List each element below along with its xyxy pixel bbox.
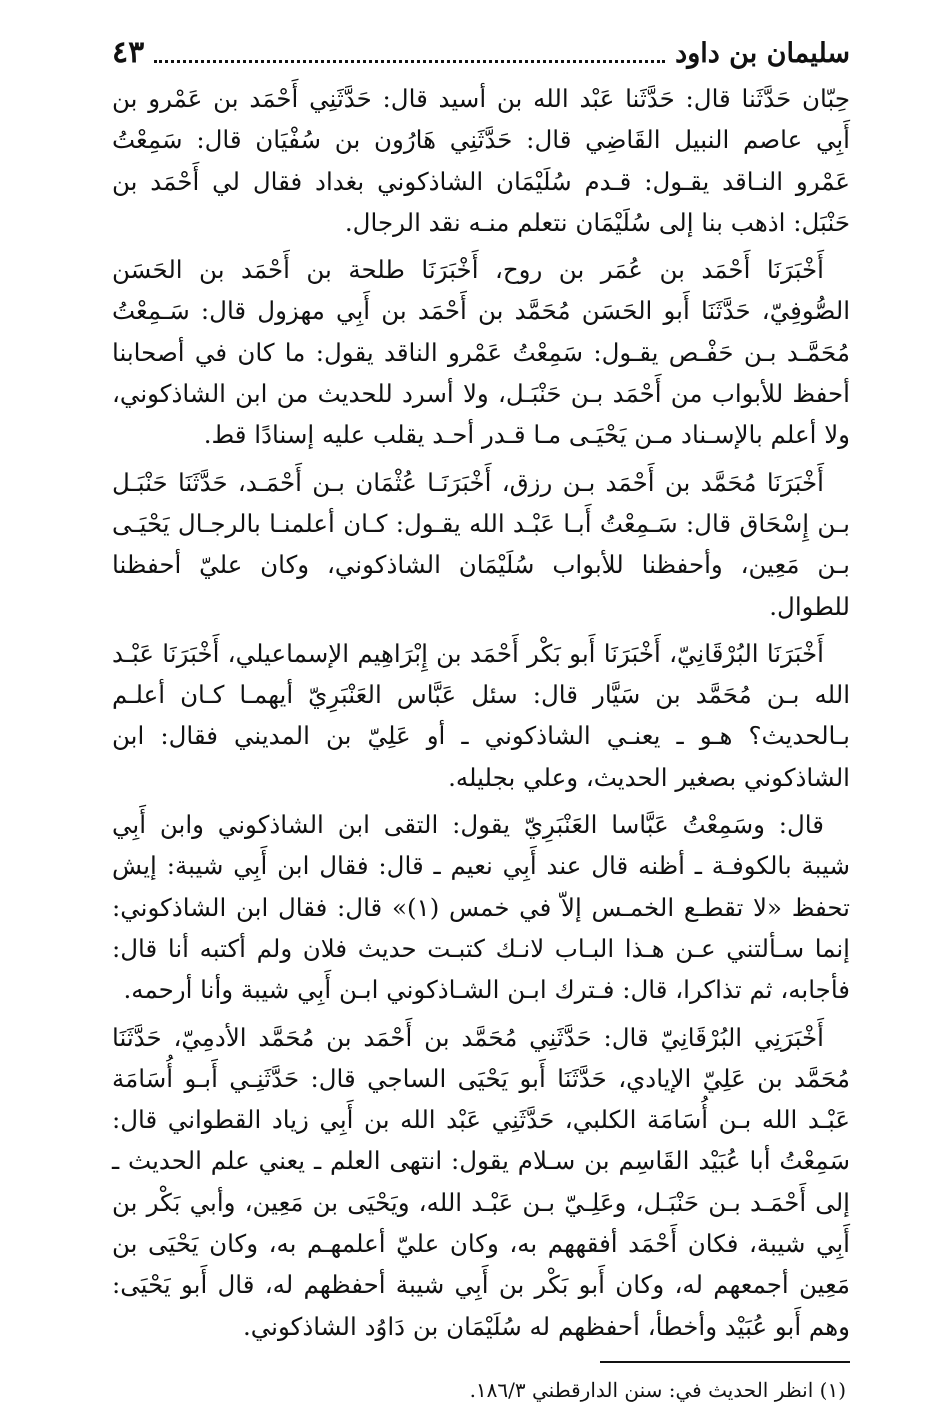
footnote: (١) انظر الحديث في: سنن الدارقطني ١٨٦/٣. bbox=[469, 1377, 846, 1402]
paragraph: قال: وسَمِعْتُ عَبَّاسا العَنْبَرِيّ يقول: التقى ابن الشاذكوني وابن أَبِي شيبة بالكوفـة ـ أظنه قال عند أَبِي نعيم ـ قال: فقال ابن أَبِي شيبة: إيش تحفظ «لا تقطـع الخمـس إلاّ في خمس (١)» قال: فقال ابن الشاذكوني: إنما سـألتني عـن هـذا البـاب لانـك كتبـت حديث فلان ولم أكتبه أنا قال: فأجابه، ثم تذاكرا، قال: فـترك ابـن الشـاذكوني ابـن أَبِي شيبة وأنا أرحمه. bbox=[112, 810, 850, 1005]
footnote-separator bbox=[600, 1361, 850, 1363]
paragraph: أَخْبَرَنَا مُحَمَّد بن أَحْمَد بـن رزق، أَخْبَرَنَـا عُثْمَان بـن أَحْمَـد، حَدَّثَنَا حَنْبَـل بـن إِسْحَاق قال: سَـمِعْتُ أَبـا عَبْـد الله يقـول: كـان أعلمنـا بالرجـال يَحْيَـى بـن مَعِين، وأحفظنا للأبواب سُلَيْمَان الشاذكوني، وكان عليّ أحفظنا للطوال. bbox=[112, 467, 850, 621]
paragraph: أَخْبَرَنَا البُرْقَانِيّ، أَخْبَرَنَا أَبو بَكْر أَحْمَد بن إِبْرَاهِيم الإسماعيلي، أَخْبَرَنَا عَبْـد الله بـن مُحَمَّد بن سَيَّار قال: سئل عَبَّاس العَنْبَرِيّ أيهمـا كـان أعلـم بـالحديث؟ هـو ـ يعنـي الشاذكوني ـ أو عَلِيّ بن المديني فقال: ابن الشاذكوني بصغير الحديث، وعلي بجليله. bbox=[112, 638, 850, 792]
page-number: ٤٣ bbox=[112, 35, 145, 70]
paragraph: حِبّان حَدَّثَنا قال: حَدَّثَنا عَبْد الله بن أسيد قال: حَدَّثَنِي أَحْمَد بن عَمْرو بن أَبِي عاصم النبيل القَاضِي قال: حَدَّثَنِي هَارُون بن سُفْيَان قال: سَمِعْتُ عَمْرو النـاقد يقـول: قـدم سُلَيْمَان الشاذكوني بغداد فقال لي أَحْمَد بن حَنْبَل: اذهب بنا إلى سُلَيْمَان نتعلم منـه نقد الرجال. bbox=[112, 84, 850, 237]
page-header bbox=[112, 28, 850, 78]
leader-dots bbox=[154, 60, 665, 63]
running-title: سليمان بن داود bbox=[675, 38, 850, 69]
paragraph: أَخْبَرَنِي البُرْقَانِيّ قال: حَدَّثَنِي مُحَمَّد بن أَحْمَد بن مُحَمَّد الأدمِيّ، حَدَّثَنَا مُحَمَّد بن عَلِيّ الإيادي، حَدَّثَنَا أَبو يَحْيَى الساجي قال: حَدَّثَنِـي أَبـو أُسَامَة عَبْـد الله بـن أُسَامَة الكلبي، حَدَّثَنِي عَبْد الله بن أَبِي زياد القطواني قال: سَمِعْتُ أبا عُبَيْد القَاسِم بن سـلام يقول: انتهى العلم ـ يعني علم الحديث ـ إلى أَحْمَـد بـن حَنْبَـل، وعَلِـيّ بـن عَبْـد الله، ويَحْيَى بن مَعِين، وأبي بَكْر بن أَبِي شيبة، فكان أَحْمَد أفقههم به، وكان عليّ أعلمهـم به، وكان يَحْيَى بن مَعِين أجمعهم له، وكان أَبو بَكْر بن أَبِي شيبة أحفظهم له، قال أَبو يَحْيَى: وهم أَبو عُبَيْد وأخطأ، أحفظهم له سُلَيْمَان بن دَاوُد الشاذكوني. bbox=[112, 1022, 850, 1341]
paragraph: أَخْبَرَنَا أَحْمَد بن عُمَر بن روح، أَخْبَرَنَا طلحة بن أَحْمَد بن الحَسَن الصُّوفِيّ، حَدَّثَنَا أَبو الحَسَن مُحَمَّد بن أَحْمَد بن أَبِي مهزول قال: سَـمِعْتُ مُحَمَّـد بـن حَفْـص يقـول: سَمِعْتُ عَمْرو الناقد يقول: ما كان في أصحابنا أحفظ للأبواب من أَحْمَد بـن حَنْبَـل، ولا أسرد للحديث من ابن الشاذكوني، ولا أعلم بالإسـناد مـن يَحْيَـى مـا قـدر أحـد يقلب عليه إسنادًا قط. bbox=[112, 255, 850, 450]
body-text bbox=[112, 78, 850, 1347]
